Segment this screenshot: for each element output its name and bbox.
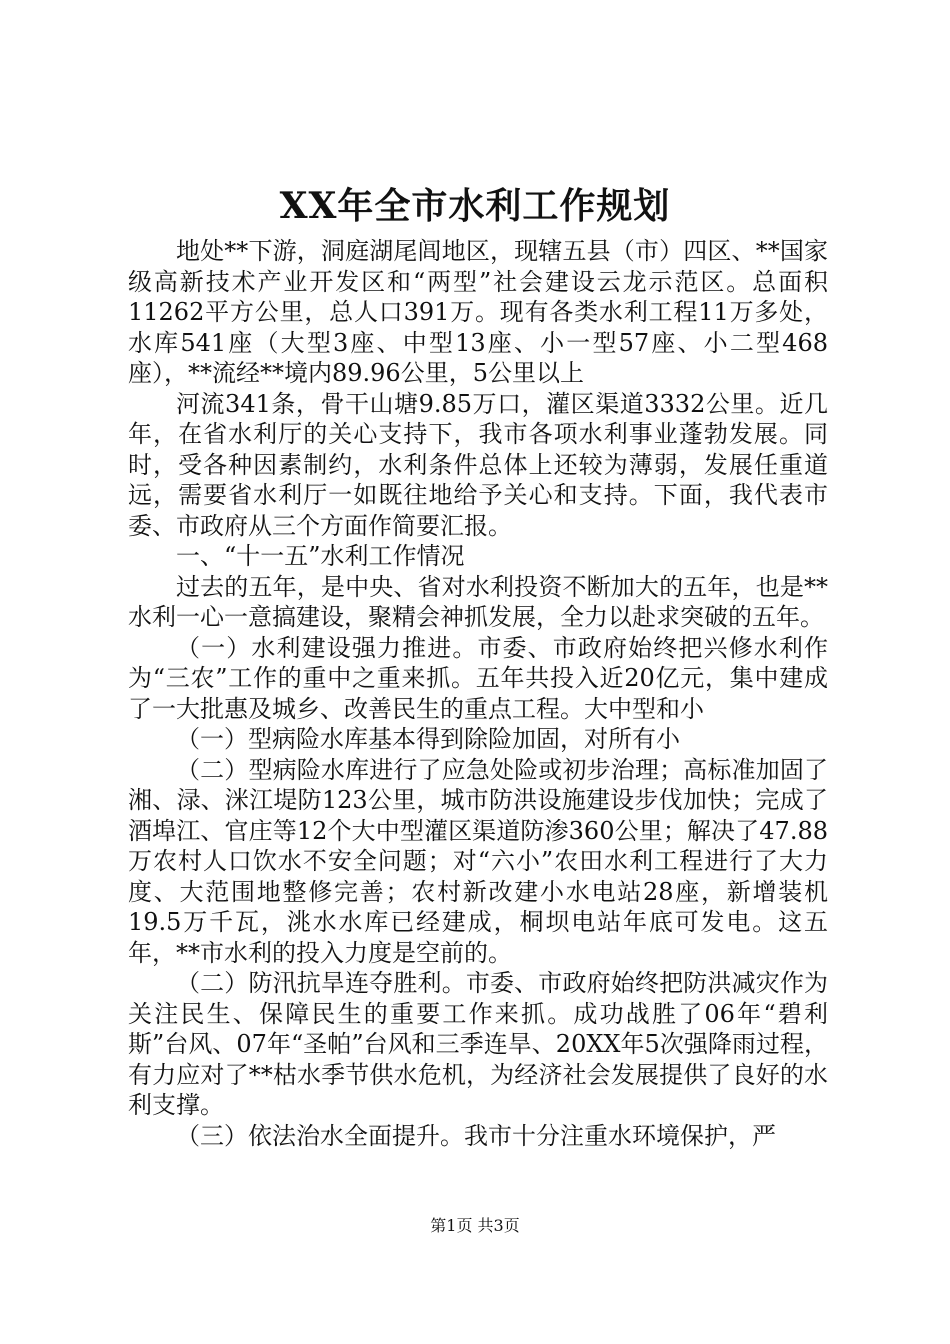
paragraph: （二）防汛抗旱连夺胜利。市委、市政府始终把防洪减灾作为关注民生、保障民生的重要工作来抓。成功战胜了06年“碧利斯”台风、07年“圣帕”台风和三季连旱、20XX年5次强降雨过程，有力应对了**枯水季节供水危机，为经济社会发展提供了良好的水利支撑。: [128, 969, 828, 1119]
paragraph: （三）依法治水全面提升。我市十分注重水环境保护，严: [176, 1121, 776, 1150]
paragraph: 地处**下游，洞庭湖尾闾地区，现辖五县（市）四区、**国家级高新技术产业开发区和“两型”社会建设云龙示范区。总面积11262平方公里，总人口391万。现有各类水利工程11万多处，水库541座（大型3座、中型13座、小一型57座、小二型468座），**流经**境内89.96公里，5公里以上: [128, 237, 828, 387]
paragraph: （一）水利建设强力推进。市委、市政府始终把兴修水利作为“三农”工作的重中之重来抓。五年共投入近20亿元，集中建成了一大批惠及城乡、改善民生的重点工程。大中型和小: [128, 633, 828, 723]
paragraph: 过去的五年，是中央、省对水利投资不断加大的五年，也是**水利一心一意搞建设，聚精会神抓发展，全力以赴求突破的五年。: [128, 572, 828, 631]
document-title: XX年全市水利工作规划: [279, 185, 671, 227]
section-heading: 一、“十一五”水利工作情况: [176, 542, 465, 570]
document-body: [128, 236, 828, 1151]
paragraph: 河流341条，骨干山塘9.85万口，灌区渠道3332公里。近几年，在省水利厅的关心支持下，我市各项水利事业蓬勃发展。同时，受各种因素制约，水利条件总体上还较为薄弱，发展任重道远，需要省水利厅一如既往地给予关心和支持。下面，我代表市委、市政府从三个方面作简要汇报。: [128, 389, 828, 540]
page-number-footer: 第1页 共3页: [430, 1216, 520, 1235]
paragraph: （一）型病险水库基本得到除险加固，对所有小: [176, 725, 680, 753]
paragraph: （二）型病险水库进行了应急处险或初步治理；高标准加固了湘、渌、洣江堤防123公里，城市防洪设施建设步伐加快；完成了酒埠江、官庄等12个大中型灌区渠道防渗360公里；解决了47.88万农村人口饮水不安全问题；对“六小”农田水利工程进行了大力度、大范围地整修完善；农村新改建小水电站28座，新增装机19.5万千瓦，洮水水库已经建成，桐坝电站年底可发电。这五年，**市水利的投入力度是空前的。: [128, 755, 828, 967]
